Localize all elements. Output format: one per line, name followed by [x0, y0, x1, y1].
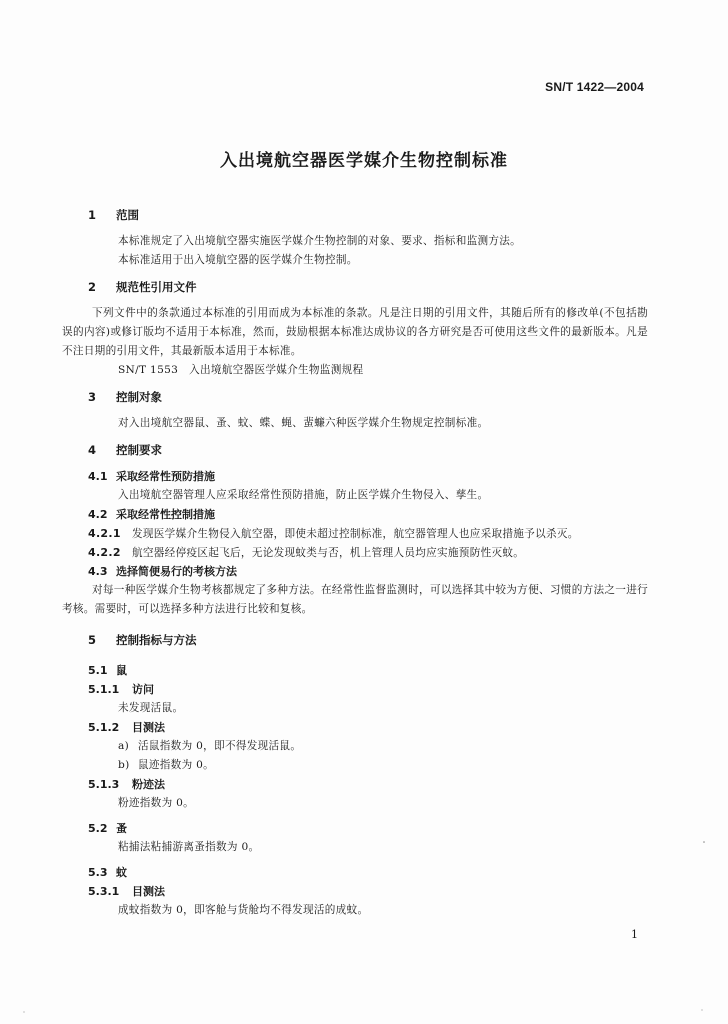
clause-text: 发现医学媒介生物侵入航空器，即使未超过控制标准，航空器管理人也应采取措施予以杀灭。 [132, 528, 579, 540]
list-text: 活鼠指数为 0，即不得发现活鼠。 [138, 740, 302, 752]
paragraph: 对每一种医学媒介生物考核都规定了多种方法。在经常性监督监测时，可以选择其中较为方便、习惯的方法之一进行考核。需要时，可以选择多种方法进行比较和复核。 [62, 584, 648, 615]
standard-code: SN/T 1422—2004 [545, 80, 644, 94]
document-body [62, 204, 648, 920]
subsection-4-2-heading [88, 505, 648, 524]
section-title: 规范性引用文件 [116, 280, 197, 294]
clause-number: 5.1.3 [88, 778, 120, 791]
section-title: 控制要求 [116, 443, 162, 457]
subsection-number: 5.2 [88, 822, 108, 835]
reference-entry: SN/T 1553 入出境航空器医学媒介生物监测规程 [118, 364, 364, 376]
clause-4-2-2 [88, 543, 648, 562]
clause-4-2-1 [88, 524, 648, 543]
clause-text: 粉迹指数为 0。 [118, 797, 195, 809]
clause-text: 未发现活鼠。 [118, 702, 184, 714]
clause-number: 5.1.2 [88, 721, 120, 734]
section-3-heading [88, 386, 648, 408]
subsection-title: 选择简便易行的考核方法 [116, 565, 237, 578]
clause-5-3-1-heading [88, 882, 648, 901]
section-2-heading [88, 276, 648, 298]
section-title: 控制指标与方法 [116, 633, 197, 647]
paragraph: 本标准规定了入出境航空器实施医学媒介生物控制的对象、要求、指标和监测方法。 [118, 235, 522, 247]
section-number: 1 [88, 208, 97, 222]
subsection-5-1-heading [88, 661, 648, 680]
clause-number: 5.3.1 [88, 885, 120, 898]
subsection-number: 5.3 [88, 866, 108, 879]
section-title: 控制对象 [116, 390, 162, 404]
clause-title: 目测法 [132, 721, 165, 734]
clause-5-1-1-heading [88, 680, 648, 699]
clause-number: 4.2.1 [88, 527, 121, 540]
subsection-title: 鼠 [116, 664, 127, 677]
subsection-title: 采取经常性控制措施 [116, 508, 215, 521]
clause-text: 航空器经停疫区起飞后，无论发现蚊类与否，机上管理人员均应实施预防性灭蚊。 [132, 547, 525, 559]
paragraph: 入出境航空器管理人应采取经常性预防措施，防止医学媒介生物侵入、孳生。 [118, 489, 489, 501]
clause-title: 目测法 [132, 885, 165, 898]
paragraph: 下列文件中的条款通过本标准的引用而成为本标准的条款。凡是注日期的引用文件，其随后所有的修改单(不包括勘误的内容)或修订版均不适用于本标准，然而，鼓励根据本标准达成协议的各方研究是否可使用这些文件的最新版本。凡是不注日期的引用文件，其最新版本适用于本标准。 [62, 307, 648, 357]
section-number: 4 [88, 443, 97, 457]
scan-speck [23, 1011, 24, 1012]
paragraph: 对入出境航空器鼠、蚤、蚊、蝶、蝇、蜚蠊六种医学媒介生物规定控制标准。 [118, 417, 489, 429]
section-1-heading [88, 204, 648, 226]
section-5-heading [88, 629, 648, 651]
subsection-title: 蚊 [116, 866, 127, 879]
list-label: b) [118, 759, 130, 771]
subsection-number: 4.1 [88, 470, 108, 483]
subsection-number: 5.1 [88, 664, 108, 677]
page-number: 1 [631, 928, 638, 941]
scan-speck [703, 841, 705, 843]
clause-title: 访问 [132, 683, 154, 696]
clause-text: 成蚊指数为 0，即客舱与货舱均不得发现活的成蚊。 [118, 904, 369, 916]
list-label: a) [118, 740, 130, 752]
document-title: 入出境航空器医学媒介生物控制标准 [220, 151, 508, 171]
clause-5-1-3-heading [88, 775, 648, 794]
paragraph: 本标准适用于出入境航空器的医学媒介生物控制。 [118, 254, 358, 266]
subsection-5-2-heading [88, 819, 648, 838]
subsection-number: 4.2 [88, 508, 108, 521]
section-4-heading [88, 439, 648, 461]
section-number: 2 [88, 280, 97, 294]
clause-5-1-2-heading [88, 718, 648, 737]
clause-title: 粉迹法 [132, 778, 165, 791]
scan-speck [701, 1009, 702, 1010]
section-number: 3 [88, 390, 97, 404]
section-title: 范围 [116, 208, 139, 222]
clause-text: 粘捕法粘捕游离蚤指数为 0。 [118, 841, 260, 853]
subsection-title: 蚤 [116, 822, 127, 835]
subsection-number: 4.3 [88, 565, 108, 578]
subsection-5-3-heading [88, 863, 648, 882]
list-item-b [88, 756, 648, 775]
list-text: 鼠迹指数为 0。 [138, 759, 215, 771]
list-item-a [88, 737, 648, 756]
section-number: 5 [88, 633, 97, 647]
clause-number: 4.2.2 [88, 546, 121, 559]
clause-number: 5.1.1 [88, 683, 120, 696]
subsection-4-3-heading [88, 562, 648, 581]
subsection-title: 采取经常性预防措施 [116, 470, 215, 483]
subsection-4-1-heading [88, 467, 648, 486]
